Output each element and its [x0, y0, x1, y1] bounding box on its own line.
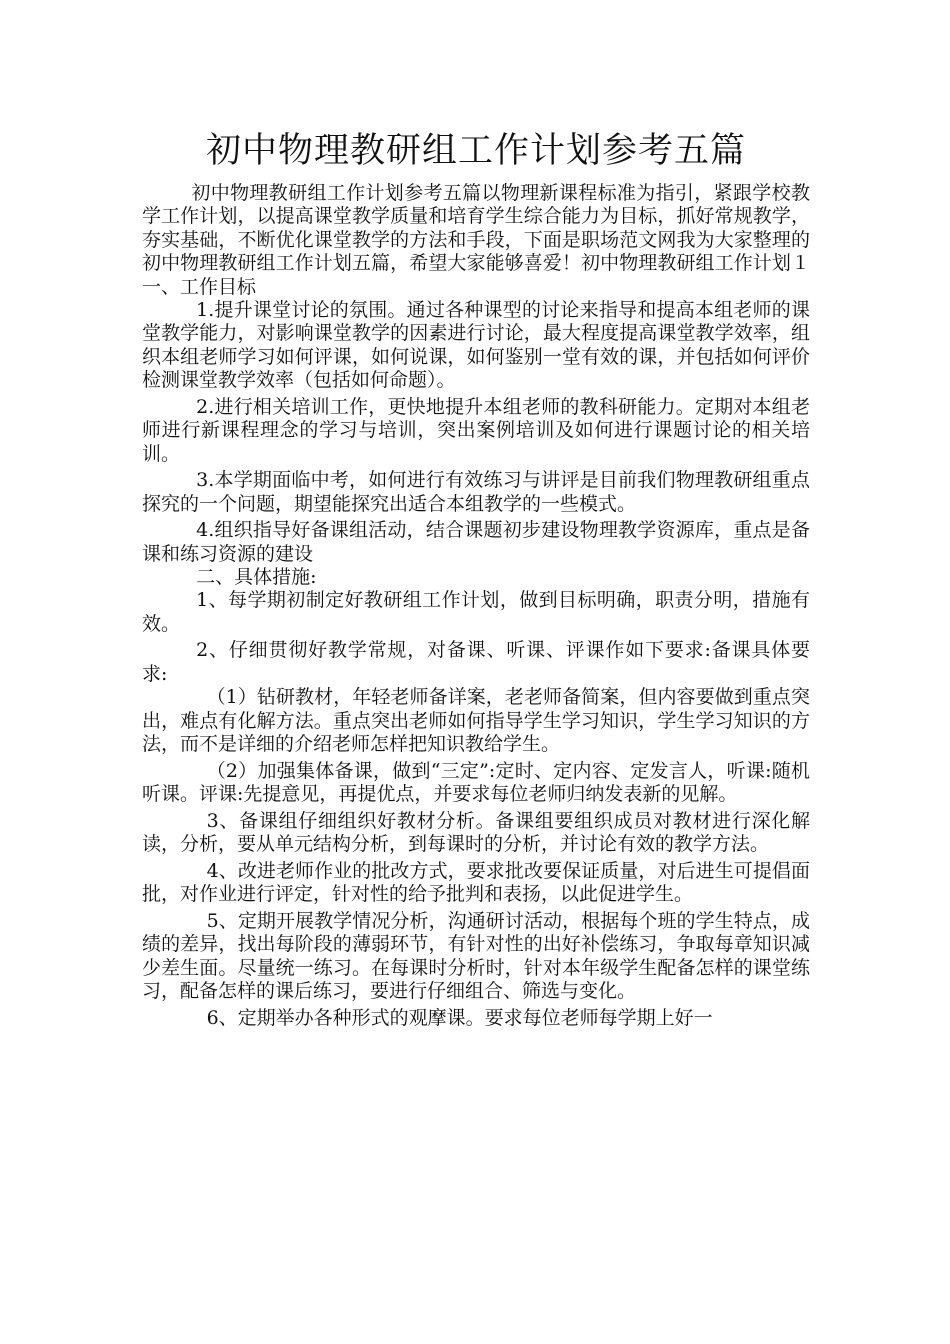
measure-paragraph-3: 3、备课组仔细组织好教材分析。备课组要组织成员对教材进行深化解读，分析，要从单元结构分析，到每课时的分析，并讨论有效的教学方法。: [142, 809, 810, 856]
goal-paragraph-1: 1.提升课堂讨论的氛围。通过各种课型的讨论来指导和提高本组老师的课堂教学能力，对影响课堂教学的因素进行讨论，最大程度提高课堂教学效率，组织本组老师学习如何评课，如何说课，如何鉴别一堂有效的课，并包括如何评价检测课堂教学效率（包括如何命题）。: [142, 299, 810, 392]
measure-paragraph-6: 6、定期举办各种形式的观摩课。要求每位老师每学期上好一: [206, 1006, 713, 1029]
measure-paragraph-4: 4、改进老师作业的批改方式，要求批改要保证质量，对后进生可提倡面批，对作业进行评定，针对性的给予批判和表扬，以此促进学生。: [142, 859, 810, 906]
section-heading-measures: 二、具体措施:: [196, 566, 317, 589]
document-page: [142, 126, 810, 1030]
measure-paragraph-1: 1、每学期初制定好教研组工作计划，做到目标明确，职责分明，措施有效。: [142, 589, 810, 635]
measure-sub-paragraph-2: （2）加强集体备课，做到“三定”:定时、定内容、定发言人，听课:随机听课。评课:先提意见，再提优点，并要求每位老师归纳发表新的见解。: [142, 759, 810, 806]
measure-paragraph-5: 5、定期开展教学情况分析，沟通研讨活动，根据每个班的学生特点，成绩的差异，找出每阶段的薄弱环节，有针对性的出好补偿练习，争取每章知识减少差生面。尽量统一练习。在每课时分析时，针对本年级学生配备怎样的课堂练习，配备怎样的课后练习，要进行仔细组合、筛选与变化。: [142, 909, 810, 1002]
measure-sub-paragraph-1: （1）钻研教材，年轻老师备详案，老老师备简案，但内容要做到重点突出，难点有化解方法。重点突出老师如何指导学生学习知识，学生学习知识的方法，而不是详细的介绍老师怎样把知识教给学生。: [142, 686, 810, 756]
document-title: 初中物理教研组工作计划参考五篇: [205, 131, 746, 171]
intro-paragraph: 初中物理教研组工作计划参考五篇以物理新课程标准为指引，紧跟学校教学工作计划，以提高课堂教学质量和培育学生综合能力为目标，抓好常规教学，夯实基础，不断优化课堂教学的方法和手段，下面是职场范文网我为大家整理的初中物理教研组工作计划五篇，希望大家能够喜爱！初中物理教研组工作计划１一、工作目标: [142, 182, 810, 298]
goal-paragraph-4: 4.组织指导好备课组活动，结合课题初步建设物理教学资源库，重点是备课和练习资源的建设: [142, 519, 810, 565]
goal-paragraph-2: 2.进行相关培训工作，更快地提升本组老师的教科研能力。定期对本组老师进行新课程理念的学习与培训，突出案例培训及如何进行课题讨论的相关培训。: [142, 395, 810, 465]
goal-paragraph-3: 3.本学期面临中考，如何进行有效练习与讲评是目前我们物理教研组重点探究的一个问题，期望能探究出适合本组教学的一些模式。: [142, 469, 810, 515]
measure-paragraph-2: 2、仔细贯彻好教学常规，对备课、听课、评课作如下要求:备课具体要求:: [142, 639, 810, 685]
